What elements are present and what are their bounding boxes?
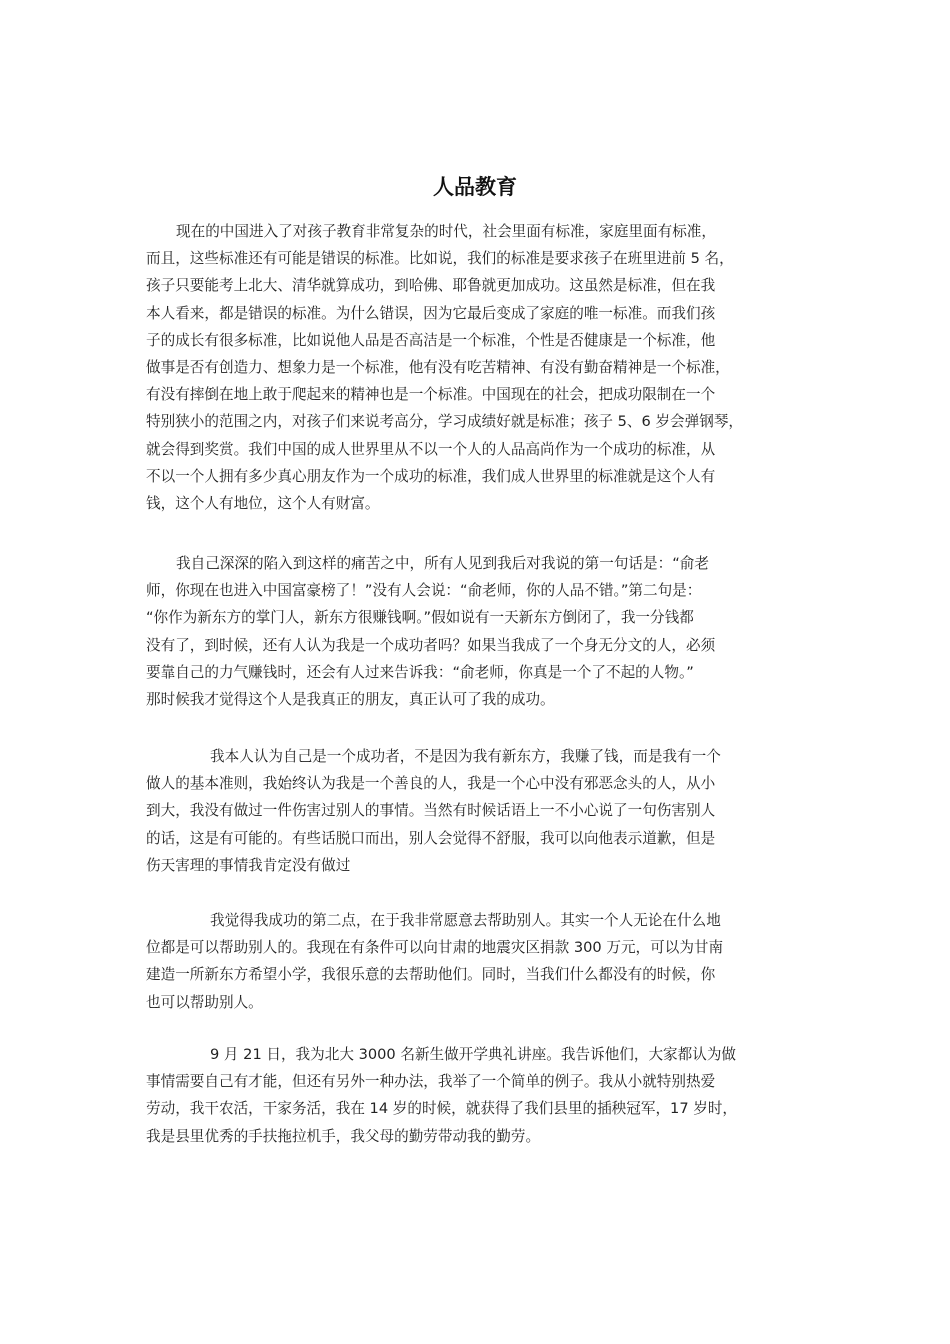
paragraph-line: 到大，我没有做过一件伤害过别人的事情。当然有时候话语上一不小心说了一句伤害别人 bbox=[146, 802, 716, 820]
paragraph-line: 做事是否有创造力、想象力是一个标准，他有没有吃苦精神、有没有勤奋精神是一个标准， bbox=[146, 358, 730, 376]
paragraph-line: 孩子只要能考上北大、清华就算成功，到哈佛、耶鲁就更加成功。这虽然是标准，但在我 bbox=[146, 277, 716, 295]
paragraph-line: 我是县里优秀的手扶拖拉机手，我父母的勤劳带动我的勤劳。 bbox=[146, 1127, 541, 1145]
paragraph-line: 也可以帮助别人。 bbox=[146, 993, 263, 1011]
paragraph-line: 不以一个人拥有多少真心朋友作为一个成功的标准，我们成人世界里的标准就是这个人有 bbox=[146, 467, 716, 485]
paragraph-line: 的话，这是有可能的。有些话脱口而出，别人会觉得不舒服，我可以向他表示道歉，但是 bbox=[146, 829, 716, 847]
paragraph-1 bbox=[146, 218, 826, 517]
paragraph-line: 事情需要自己有才能，但还有另外一种办法，我举了一个简单的例子。我从小就特别热爱 bbox=[146, 1073, 716, 1091]
paragraph-line: 要靠自己的力气赚钱时，还会有人过来告诉我：“俞老师，你真是一个了不起的人物。” bbox=[146, 663, 694, 681]
paragraph-line: 9 月 21 日，我为北大 3000 名新生做开学典礼讲座。我告诉他们，大家都认为做 bbox=[210, 1046, 737, 1063]
paragraph-line: 现在的中国进入了对孩子教育非常复杂的时代，社会里面有标准，家庭里面有标准， bbox=[176, 223, 716, 240]
paragraph-line: “你作为新东方的掌门人，新东方很赚钱啊。”假如说有一天新东方倒闭了，我一分钱都 bbox=[146, 609, 694, 627]
paragraph-line: 本人看来，都是错误的标准。为什么错误，因为它最后变成了家庭的唯一标准。而我们孩 bbox=[146, 304, 716, 322]
paragraph-4 bbox=[146, 907, 826, 1016]
page-title: 人品教育 bbox=[433, 175, 517, 199]
paragraph-line: 子的成长有很多标准，比如说他人品是否高洁是一个标准，个性是否健康是一个标准，他 bbox=[146, 331, 716, 349]
paragraph-line: 劳动，我干农活，干家务活，我在 14 岁的时候，就获得了我们县里的插秧冠军，17 岁时， bbox=[146, 1100, 738, 1118]
paragraph-line: 没有了，到时候，还有人认为我是一个成功者吗？如果当我成了一个身无分文的人，必须 bbox=[146, 636, 716, 654]
paragraph-line: 钱，这个人有地位，这个人有财富。 bbox=[146, 494, 380, 512]
paragraph-5 bbox=[146, 1041, 826, 1150]
paragraph-line: 师，你现在也进入中国富豪榜了！”没有人会说：“俞老师，你的人品不错。”第二句是： bbox=[146, 582, 702, 600]
paragraph-line: 做人的基本准则，我始终认为我是一个善良的人，我是一个心中没有邪恶念头的人，从小 bbox=[146, 775, 716, 793]
paragraph-line: 我自己深深的陷入到这样的痛苦之中，所有人见到我后对我说的第一句话是：“俞老 bbox=[176, 555, 709, 572]
paragraph-line: 伤天害理的事情我肯定没有做过 bbox=[146, 856, 351, 874]
paragraph-line: 位都是可以帮助别人的。我现在有条件可以向甘肃的地震灾区捐款 300 万元，可以为甘南 bbox=[146, 939, 724, 957]
paragraph-line: 而且，这些标准还有可能是错误的标准。比如说，我们的标准是要求孩子在班里进前 5 名， bbox=[146, 250, 734, 268]
paragraph-line: 我觉得我成功的第二点，在于我非常愿意去帮助别人。其实一个人无论在什么地 bbox=[210, 912, 721, 929]
paragraph-line: 有没有摔倒在地上敢于爬起来的精神也是一个标准。中国现在的社会，把成功限制在一个 bbox=[146, 386, 716, 404]
paragraph-3 bbox=[146, 743, 826, 879]
paragraph-2 bbox=[146, 550, 826, 713]
paragraph-line: 我本人认为自己是一个成功者，不是因为我有新东方，我赚了钱，而是我有一个 bbox=[210, 748, 721, 765]
paragraph-line: 建造一所新东方希望小学，我很乐意的去帮助他们。同时，当我们什么都没有的时候，你 bbox=[146, 966, 716, 984]
paragraph-line: 特别狭小的范围之内，对孩子们来说考高分，学习成绩好就是标准；孩子 5、6 岁会弹钢琴， bbox=[146, 413, 744, 431]
paragraph-line: 就会得到奖赏。我们中国的成人世界里从不以一个人的人品高尚作为一个成功的标准，从 bbox=[146, 440, 716, 458]
paragraph-line: 那时候我才觉得这个人是我真正的朋友，真正认可了我的成功。 bbox=[146, 690, 555, 708]
